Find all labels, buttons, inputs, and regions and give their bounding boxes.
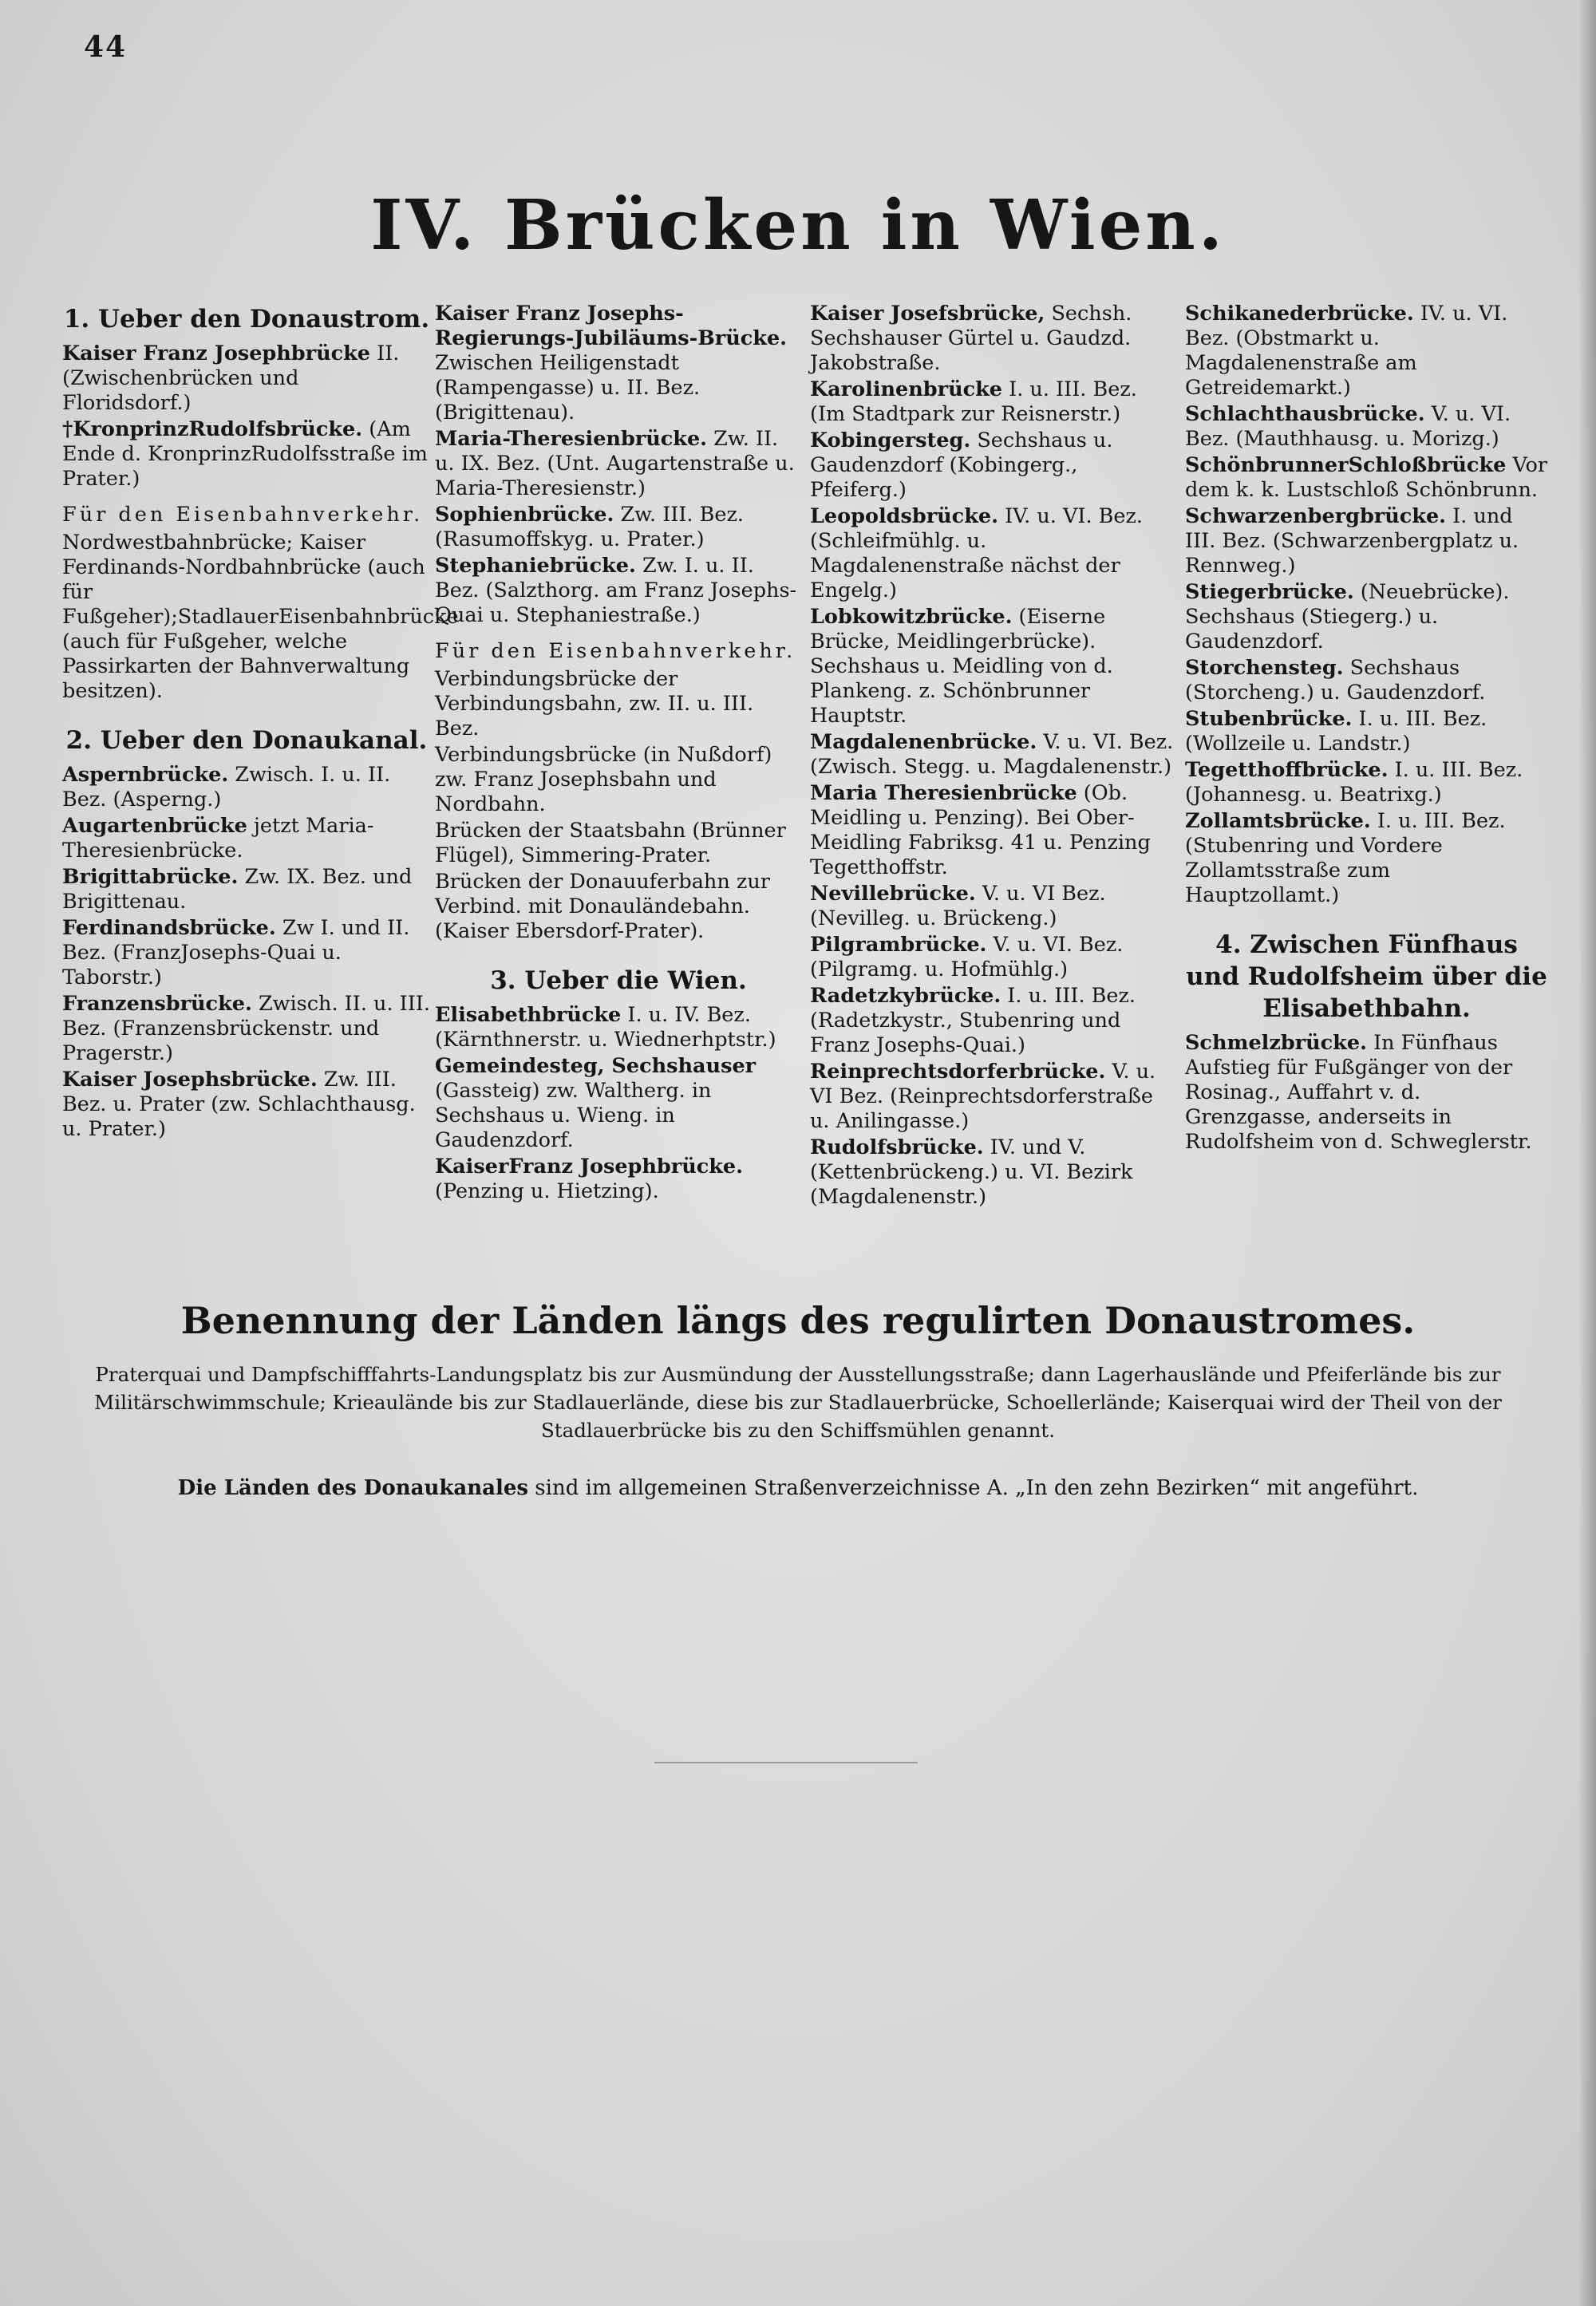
- bridge-name: Kaiser Franz Josephs-Regierungs-Jubiläums-Brücke.: [435, 302, 788, 350]
- bridge-name: Zollamtsbrücke.: [1185, 809, 1371, 833]
- bridge-entry: [62, 916, 431, 990]
- bridge-description: Zw. III. Bez. u. Prater (zw. Schlachthausg. u. Prater.): [62, 1068, 416, 1141]
- bridge-name: Rudolfsbrücke.: [810, 1135, 984, 1159]
- bridge-entry: [62, 342, 431, 416]
- bridge-description: II. (Zwischenbrücken und Floridsdorf.): [62, 342, 400, 415]
- bridge-description: (Penzing u. Hietzing).: [435, 1179, 659, 1203]
- bridge-entry: [62, 417, 431, 492]
- bridge-entry: [435, 1054, 802, 1153]
- bridge-description: (Ob. Meidling u. Penzing). Bei Ober-Meidling Fabriksg. 41 u. Penzing Tegetthoffstr.: [810, 781, 1151, 879]
- page-title: IV. Brücken in Wien.: [370, 185, 1226, 266]
- landings-note-rest: sind im allgemeinen Straßenverzeichnisse A. „In den zehn Bezirken“ mit angeführt.: [528, 1476, 1419, 1500]
- bridge-entry: [435, 1155, 802, 1204]
- bridge-description: V. u. VI. Bez. (Zwisch. Stegg. u. Magdalenenstr.): [810, 730, 1174, 779]
- rail-item: Brücken der Staatsbahn (Brünner Flügel), Simmering-Prater.: [435, 819, 786, 867]
- bridge-name: Aspernbrücke.: [62, 763, 229, 787]
- bridge-entry: [1185, 809, 1548, 908]
- column-3: [810, 302, 1177, 1211]
- bridge-entry: [1185, 758, 1548, 807]
- bridge-name: Augartenbrücke: [62, 814, 247, 838]
- bridge-entry: [62, 992, 431, 1066]
- bridge-description: IV. u. VI. Bez. (Schleifmühlg. u. Magdalenenstraße nächst der Engelg.): [810, 504, 1144, 602]
- bridge-name: Lobkowitzbrücke.: [810, 605, 1013, 629]
- bridge-name: Karolinenbrücke: [810, 377, 1003, 401]
- bridge-name: Maria Theresienbrücke: [810, 781, 1077, 805]
- bridge-description: V. u. VI Bez. (Reinprechtsdorferstraße u. Anilingasse.): [810, 1060, 1156, 1133]
- bridge-entry: [1185, 580, 1548, 654]
- bridge-name: KaiserFranz Josephbrücke.: [435, 1155, 744, 1179]
- bridge-name: Franzensbrücke.: [62, 992, 252, 1016]
- bridge-description: V. u. VI. Bez. (Mauthhausg. u. Morizg.): [1185, 402, 1511, 451]
- bridge-entry: [62, 865, 431, 914]
- bridge-description: Zw. IX. Bez. und Brigittenau.: [62, 865, 413, 914]
- bridge-name: SchönbrunnerSchloßbrücke: [1185, 453, 1507, 477]
- bridge-name: Storchensteg.: [1185, 656, 1344, 680]
- bridge-name: Elisabethbrücke: [435, 1003, 622, 1027]
- rail-item: Verbindungsbrücke der Verbindungsbahn, zw. II. u. III. Bez.: [435, 667, 754, 740]
- bridge-entry: [435, 503, 802, 552]
- bridge-name: Kaiser Franz Josephbrücke: [62, 342, 371, 365]
- bridge-entry: [435, 427, 802, 501]
- bridge-description: I. u. III. Bez. (Stubenring und Vordere Zollamtsstraße zum Hauptzollamt.): [1185, 809, 1506, 907]
- bridge-name: Pilgrambrücke.: [810, 933, 987, 957]
- bridge-description: (Am Ende d. KronprinzRudolfsstraße im Prater.): [62, 417, 428, 491]
- bridge-name: Radetzkybrücke.: [810, 984, 1001, 1008]
- bridge-entry: [810, 428, 1177, 503]
- bridge-name: Brigittabrücke.: [62, 865, 239, 889]
- bridge-entry: [1185, 707, 1548, 756]
- bridge-name: Gemeindesteg, Sechshauser: [435, 1054, 757, 1078]
- bridge-name: Stubenbrücke.: [1185, 707, 1353, 731]
- bridge-entry: [810, 1135, 1177, 1210]
- bridge-description: Zwisch. I. u. II. Bez. (Asperng.): [62, 763, 391, 811]
- bridge-description: Sechshaus (Storcheng.) u. Gaudenzdorf.: [1185, 656, 1486, 705]
- bridge-description: (Neuebrücke). Sechshaus (Stiegerg.) u. Gaudenzdorf.: [1185, 580, 1510, 653]
- bridge-description: (Gassteig) zw. Waltherg. in Sechshaus u. Wieng. in Gaudenzdorf.: [435, 1079, 712, 1152]
- bridge-entry: [62, 814, 431, 863]
- bridge-name: Kaiser Josephsbrücke.: [62, 1068, 318, 1092]
- column-1: [62, 302, 459, 1143]
- landings-note: [60, 1475, 1536, 1502]
- bridge-entry: [1185, 402, 1548, 452]
- bridge-description: Zwischen Heiligenstadt (Rampengasse) u. II. Bez. (Brigittenau).: [435, 351, 701, 424]
- bridge-entry: [62, 1068, 431, 1142]
- rail-heading: Für den Eisenbahnverkehr.: [435, 639, 796, 663]
- section-heading: 3. Ueber die Wien.: [490, 966, 747, 995]
- bridge-entry: [1185, 504, 1548, 578]
- bridge-name: Schlachthausbrücke.: [1185, 402, 1425, 426]
- bridge-entry: [1185, 1031, 1548, 1155]
- column-2: [435, 302, 802, 1206]
- bridge-name: †KronprinzRudolfsbrücke.: [62, 417, 363, 441]
- bridge-description: (Eiserne Brücke, Meidlingerbrücke). Sechshaus u. Meidling von d. Plankeng. z. Schönbrunner Hauptstr.: [810, 605, 1113, 728]
- bridge-name: Leopoldsbrücke.: [810, 504, 998, 528]
- bridge-name: Tegetthoffbrücke.: [1185, 758, 1389, 782]
- section-heading: 4. Zwischen Fünfhaus und Rudolfsheim über die Elisabethbahn.: [1186, 930, 1547, 1023]
- bridge-description: Zw. III. Bez. (Rasumoffskyg. u. Prater.): [435, 503, 744, 551]
- divider-rule: [654, 1762, 918, 1763]
- bridge-description: Zw. II. u. IX. Bez. (Unt. Augartenstraße u. Maria-Theresienstr.): [435, 427, 795, 500]
- bridge-name: Schwarzenbergbrücke.: [1185, 504, 1447, 528]
- bridge-entry: [435, 1003, 802, 1052]
- bridge-name: Maria-Theresienbrücke.: [435, 427, 708, 451]
- bridge-entry: [810, 781, 1177, 880]
- bridge-name: Schikanederbrücke.: [1185, 302, 1414, 326]
- landings-text: Praterquai und Dampfschifffahrts-Landungsplatz bis zur Ausmündung der Ausstellungsstraße; dann Lagerhauslände und Pfeiferlände bis zur Militärschwimmschule; Krieaulände bis zur Stadlauerlände, diese bis zur Stadlauerbrücke, Schoellerlände; Kaiserquai wird der Theil von der Stadlauerbrücke bis zu den Schiffsmühlen genannt.: [94, 1363, 1502, 1442]
- bridge-description: I. und III. Bez. (Schwarzenbergplatz u. Rennweg.): [1185, 504, 1519, 578]
- bridge-entry: [810, 605, 1177, 729]
- bridge-description: V. u. VI Bez. (Nevilleg. u. Brückeng.): [810, 882, 1106, 930]
- bridge-description: I. u. III. Bez. (Johannesg. u. Beatrixg.): [1185, 758, 1523, 807]
- bridge-name: Reinprechtsdorferbrücke.: [810, 1060, 1106, 1084]
- bridge-description: jetzt Maria-Theresienbrücke.: [62, 814, 374, 863]
- bridge-description: Zw. I. u. II. Bez. (Salzthorg. am Franz Josephs-Quai u. Stephaniestraße.): [435, 554, 797, 627]
- bridge-entry: [810, 933, 1177, 982]
- bridge-entry: [810, 1060, 1177, 1134]
- bridge-description: I. u. III. Bez. (Wollzeile u. Landstr.): [1185, 707, 1487, 756]
- bridge-description: Sechshaus u. Gaudenzdorf (Kobingerg., Pfeiferg.): [810, 428, 1113, 502]
- bridge-name: Stiegerbrücke.: [1185, 580, 1354, 604]
- section-heading: 2. Ueber den Donaukanal.: [65, 726, 428, 755]
- bridge-name: Kaiser Josefsbrücke,: [810, 302, 1045, 326]
- rail-heading: Für den Eisenbahnverkehr.: [62, 503, 424, 527]
- bridge-name: Nevillebrücke.: [810, 882, 976, 906]
- bridge-description: Zwisch. II. u. III. Bez. (Franzensbrückenstr. und Pragerstr.): [62, 992, 430, 1065]
- bridge-description: IV. und V. (Kettenbrückeng.) u. VI. Bezirk (Magdalenenstr.): [810, 1135, 1133, 1209]
- bridge-name: Magdalenenbrücke.: [810, 730, 1037, 754]
- bridge-entry: [1185, 302, 1548, 401]
- bridge-entry: [810, 984, 1177, 1058]
- bridge-description: I. u. IV. Bez. (Kärnthnerstr. u. Wiednerhptstr.): [435, 1003, 776, 1052]
- page-number: 44: [84, 30, 128, 64]
- page-edge-shadow: [1578, 0, 1596, 2306]
- column-4: [1185, 302, 1548, 1156]
- bridge-entry: [1185, 656, 1548, 705]
- bridge-entry: [1185, 453, 1548, 503]
- bridge-name: Schmelzbrücke.: [1185, 1031, 1367, 1055]
- section-heading: 1. Ueber den Donaustrom.: [63, 305, 430, 334]
- bridge-entry: [810, 730, 1177, 780]
- bridge-entry: [810, 302, 1177, 376]
- bridge-description: In Fünfhaus Aufstieg für Fußgänger von der Rosinag., Auffahrt v. d. Grenzgasse, anderseits in Rudolfsheim von d. Schweglerstr.: [1185, 1031, 1532, 1154]
- bridge-name: Sophienbrücke.: [435, 503, 614, 527]
- bridge-name: Stephaniebrücke.: [435, 554, 636, 578]
- bridge-description: Zw I. und II. Bez. (FranzJosephs-Quai u. Taborstr.): [62, 916, 410, 989]
- rail-item: Verbindungsbrücke (in Nußdorf) zw. Franz Josephsbahn und Nordbahn.: [435, 743, 772, 816]
- bridge-description: Vor dem k. k. Lustschloß Schönbrunn.: [1185, 453, 1548, 502]
- bridge-description: I. u. III. Bez. (Radetzkystr., Stubenring und Franz Josephs-Quai.): [810, 984, 1136, 1057]
- bridge-entry: [435, 302, 802, 425]
- bridge-entry: [435, 554, 802, 628]
- bridge-entry: [810, 377, 1177, 427]
- bridge-description: I. u. III. Bez. (Im Stadtpark zur Reisnerstr.): [810, 377, 1137, 426]
- bridge-entry: [62, 763, 431, 812]
- rail-item: Brücken der Donauuferbahn zur Verbind. mit Donauländebahn. (Kaiser Ebersdorf-Prater).: [435, 870, 770, 943]
- bridge-description: Sechsh. Sechshauser Gürtel u. Gaudzd. Jakobstraße.: [810, 302, 1132, 375]
- bridge-entry: [810, 504, 1177, 603]
- landings-title: Benennung der Länden längs des regulirten Donaustromes.: [180, 1299, 1416, 1342]
- bridge-name: Kobingersteg.: [810, 428, 971, 452]
- bridge-description: V. u. VI. Bez. (Pilgramg. u. Hofmühlg.): [810, 933, 1124, 981]
- bridge-description: IV. u. VI. Bez. (Obstmarkt u. Magdalenenstraße am Getreidemarkt.): [1185, 302, 1508, 400]
- bridge-entry: [810, 882, 1177, 931]
- landings-note-bold: Die Länden des Donaukanales: [177, 1476, 529, 1500]
- bridge-name: Ferdinandsbrücke.: [62, 916, 276, 940]
- rail-text: Nordwestbahnbrücke; Kaiser Ferdinands-Nordbahnbrücke (auch für Fußgeher);StadlauerEisenbahnbrücke (auch für Fußgeher, welche Passirkarten der Bahnverwaltung besitzen).: [62, 531, 459, 703]
